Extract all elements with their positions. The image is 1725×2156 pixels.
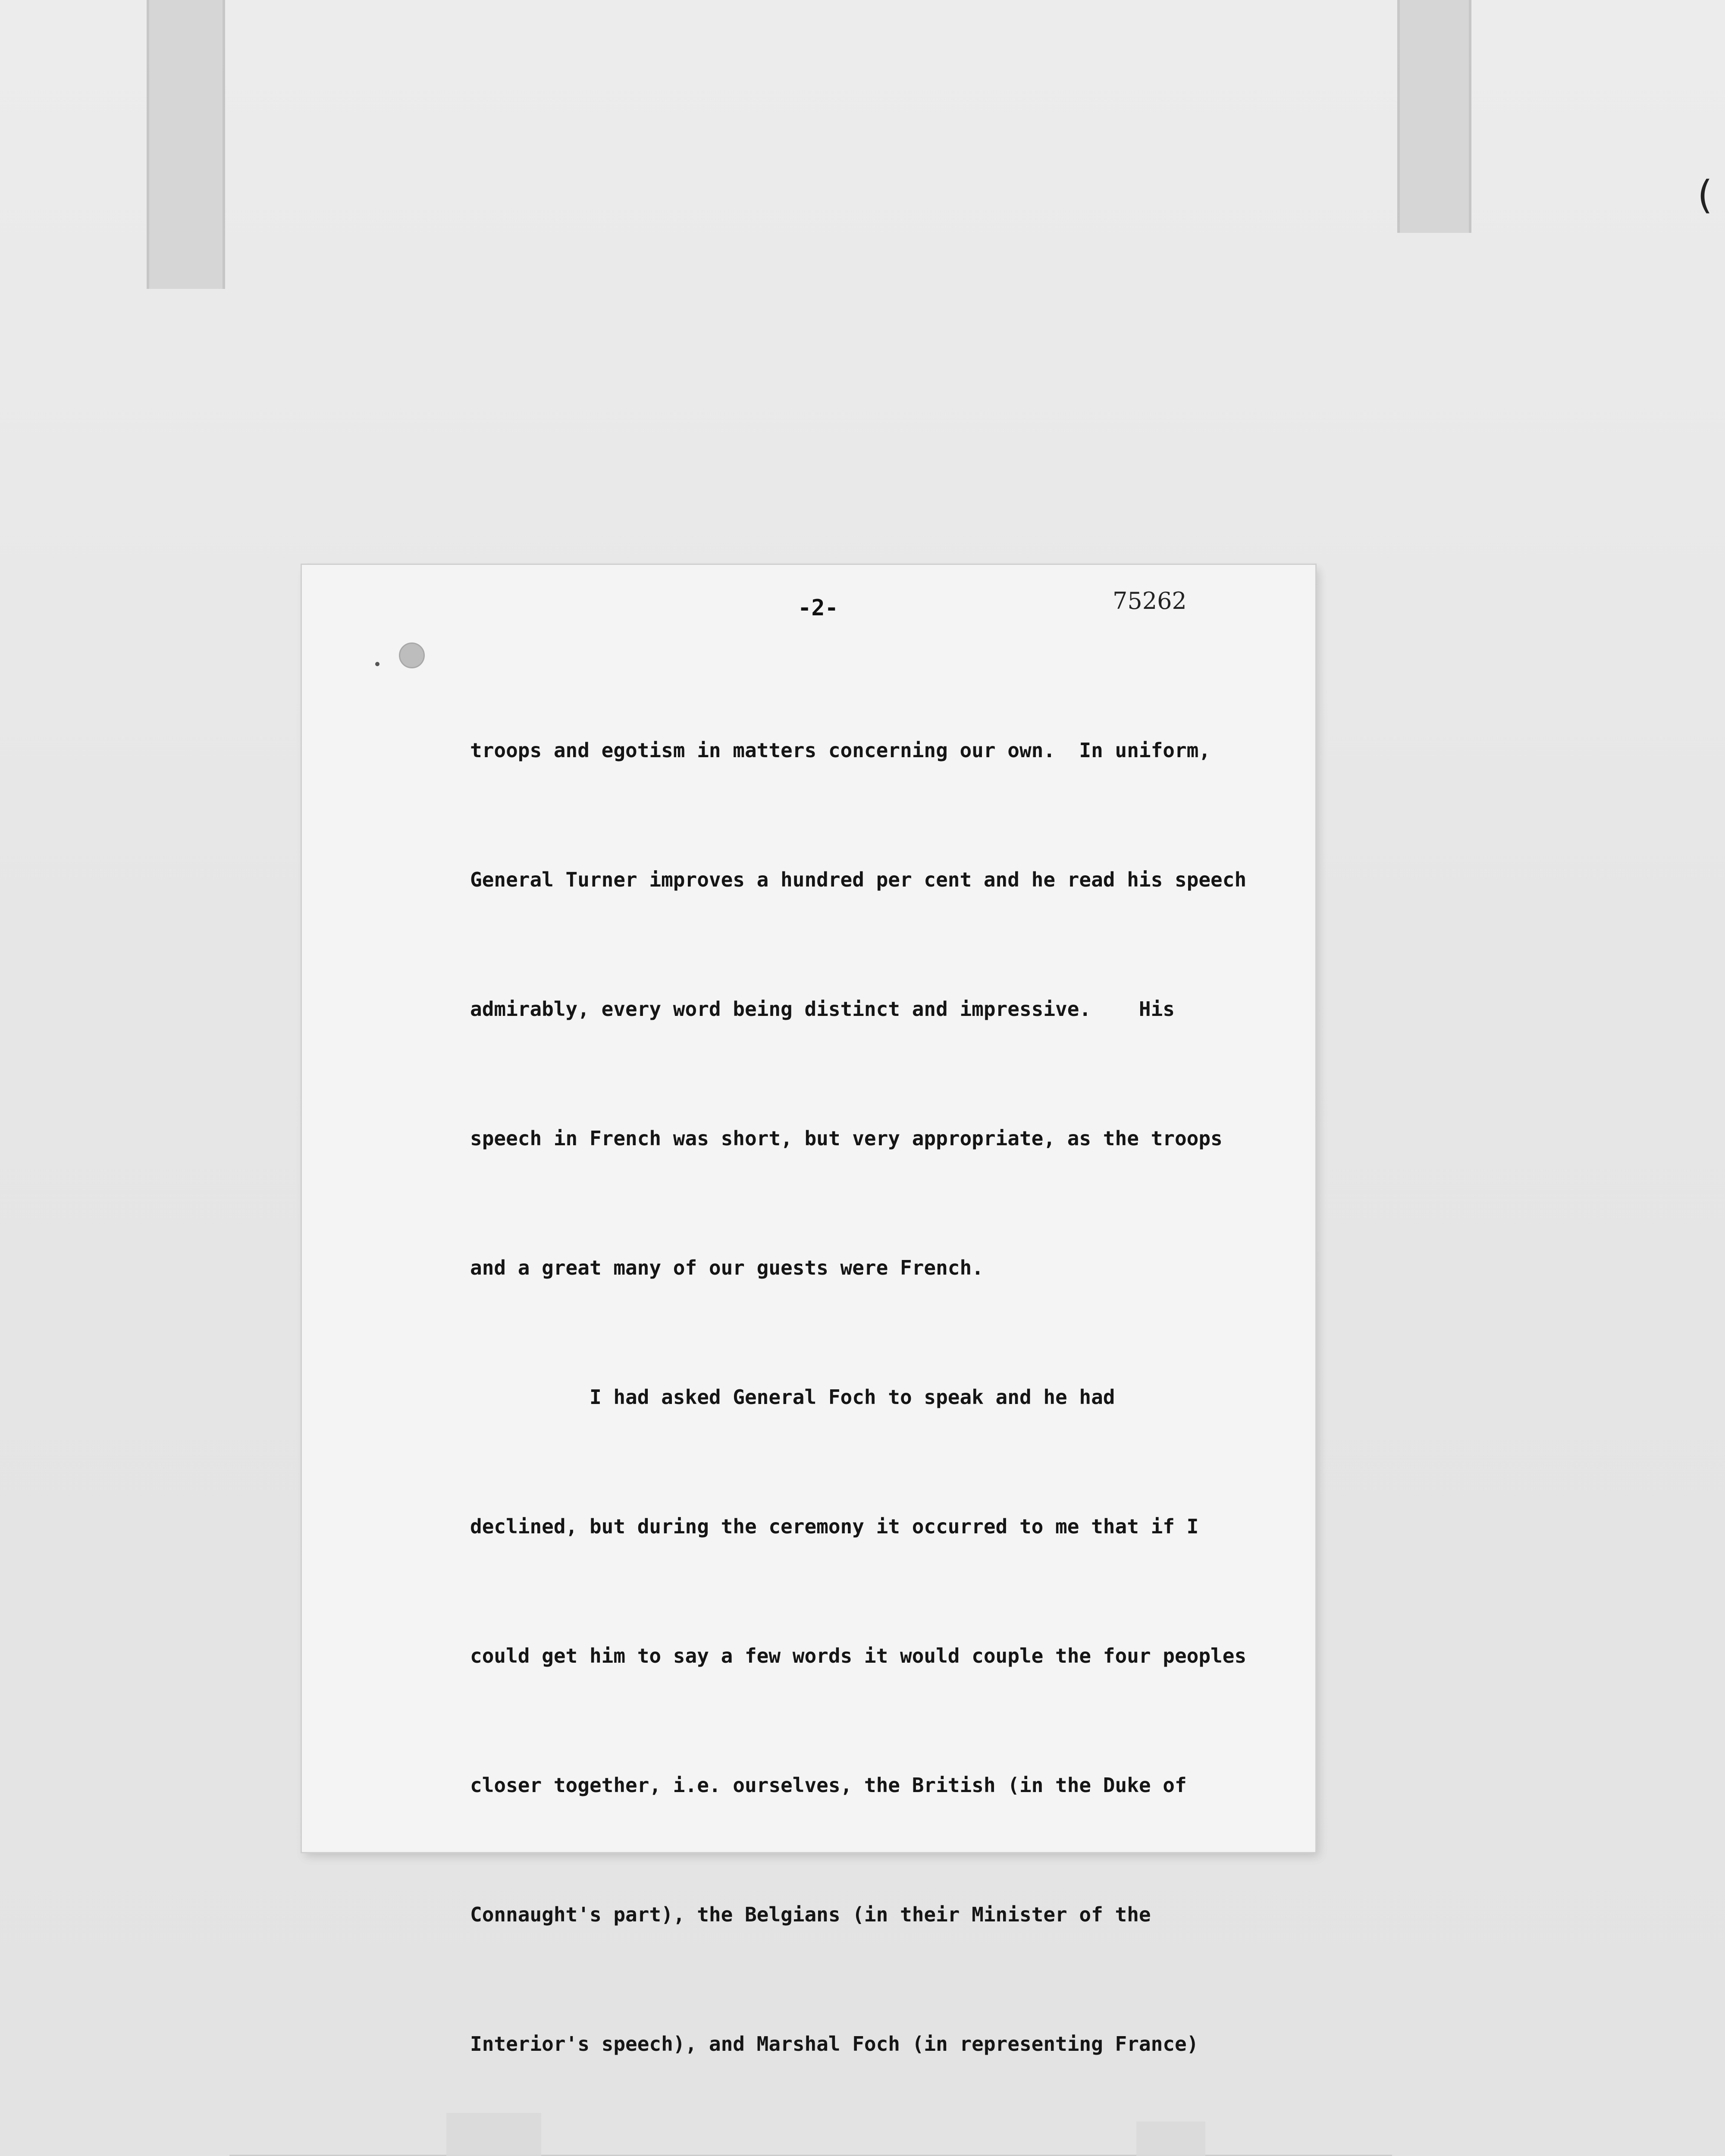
letter-line: General Turner improves a hundred per cent and he read his speech [470,868,1247,891]
label-tape-left [446,2113,541,2156]
letter-line: Connaught's part), the Belgians (in their Minister of the [470,1903,1151,1926]
top-right-tape [1397,0,1471,233]
reference-number: 75262 [1113,587,1187,614]
letter-line: I had asked General Foch to speak and he had [470,1385,1115,1409]
letter-line: and a great many of our guests were French. [470,1256,984,1279]
right-edge-mark: ( [1693,172,1716,218]
typed-letter-page [302,565,1315,2056]
letter-line: declined, but during the ceremony it occurred to me that if I [470,1515,1199,1538]
punch-hole [399,642,425,668]
letter-line: troops and egotism in matters concerning our own. In uniform, [470,739,1211,762]
letter-line: speech in French was short, but very appropriate, as the troops [470,1127,1223,1150]
page-number: -2- [798,595,838,621]
letter-line: Interior's speech), and Marshal Foch (in representing France) [470,2032,1199,2056]
label-tape-right [1136,2122,1205,2156]
top-left-tape [147,0,225,289]
letter-body [470,642,1315,2156]
letter-line: admirably, every word being distinct and impressive. His [470,997,1175,1021]
letter-line: could get him to say a few words it would couple the four peoples [470,1644,1247,1667]
ink-dot [375,662,380,666]
letter-line: closer together, i.e. ourselves, the British (in the Duke of [470,1774,1187,1797]
